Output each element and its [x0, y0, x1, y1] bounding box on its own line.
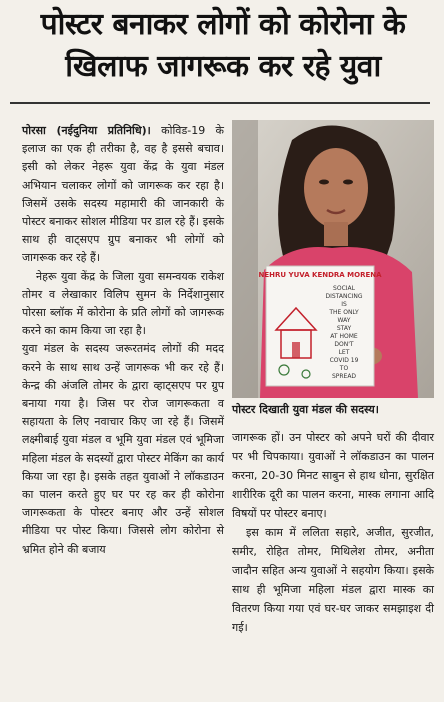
paragraph-4: जागरूक हों। उन पोस्टर को अपने घरों की दीवार पर भी चिपकाया। युवाओं ने लॉकडाउन का पालन करना, 20-30 मिनट साबुन से हाथ धोना, सुरक्षित शारीरिक दूरी का पालन करना, मास्क लगाना आदि विषयों पर पोस्टर बनाए। [232, 431, 434, 520]
poster-line: COVID 19 [329, 357, 359, 364]
poster-line: AT HOME [330, 333, 358, 340]
poster-line: DON'T [334, 341, 354, 348]
article-column-left [22, 122, 224, 559]
paragraph-2: नेहरू युवा केंद्र के जिला युवा समन्वयक राकेश तोमर व लेखाकार विलिप सुमन के निर्देशानुसार पोरसा ब्लॉक में कोरोना के प्रति लोगों को जागरूक करने का काम किया जा रहा है। [22, 269, 224, 338]
poster-line: WAY [337, 317, 351, 324]
photo-girl-with-poster [232, 120, 434, 398]
poster-line: DISTANCING [325, 293, 363, 300]
paragraph-3: युवा मंडल के सदस्य जरूरतमंद लोगों की मदद करने के साथ साथ उन्हें जागरूक भी कर रहे हैं। केन्द्र की अंजलि तोमर के द्वारा व्हाट्सएप पर ग्रुप बनाया गया है। जिस पर रोज जागरूकता व सहायता के लिए नवाचार किए जा रहे हैं। जिसमें लक्ष्मीबाई युवा मंडल व भूमि युवा मंडल एवं भूमिजा महिला मंडल के सदस्यों द्वारा पोस्टर मेकिंग का कार्य किया जा रहा है। इसके तहत युवाओं ने लॉकडाउन का पालन करते हुए घर पर रह कर ही कोरोना जागरूकता के पोस्टर बनाए और उन्हें सोशल मीडिया पर पोस्ट किया। जिससे लोग कोरोना से भ्रमित होने की बजाय [22, 342, 224, 556]
photo-illustration [232, 120, 434, 398]
dateline: पोरसा (नईदुनिया प्रतिनिधि)। [22, 124, 151, 137]
photo-caption: पोस्टर दिखाती युवा मंडल की सदस्य। [232, 403, 379, 416]
poster-line: SPREAD [331, 373, 357, 380]
headline-rule [10, 102, 430, 104]
poster-line: SOCIAL [333, 285, 355, 292]
paragraph-1 [22, 122, 224, 268]
poster-title: NEHRU YUVA KENDRA MORENA [258, 271, 382, 279]
headline: पोस्टर बनाकर लोगों को कोरोना के खिलाफ जागरूक कर रहे युवा [40, 7, 406, 84]
poster-line: THE ONLY [329, 309, 359, 316]
poster-line: TO [339, 365, 349, 372]
paragraph-5: इस काम में ललिता सहारे, अजीत, सुरजीत, समीर, रोहित तोमर, मिथिलेश तोमर, अनीता जादौन सहित अन्य युवाओं ने सहयोग किया। इसके साथ ही भूमिजा महिला मंडल द्वारा मास्क का वितरण किया गया एवं घर-घर जाकर समझाइश दी गई। [232, 526, 434, 634]
article-column-right [232, 428, 434, 637]
poster-line: LET [338, 349, 350, 356]
poster-line: IS [341, 301, 347, 308]
poster-line: STAY [336, 325, 352, 332]
paragraph-1-text: कोविड-19 के इलाज का एक ही तरीका है, वह है इससे बचाव। इसी को लेकर नेहरू युवा केंद्र के युवा मंडल अभियान चलाकर लोगों को जागरूक कर रहा है। जिसमें उसके सदस्य महामारी की जानकारी के पोस्टर बनाकर सोशल मीडिया पर डाल रहे हैं। इसके साथ ही वाट्सएप ग्रुप बनाकर भी लोगों को जागरूक कर रहे हैं। [22, 124, 224, 265]
poster [258, 266, 382, 386]
